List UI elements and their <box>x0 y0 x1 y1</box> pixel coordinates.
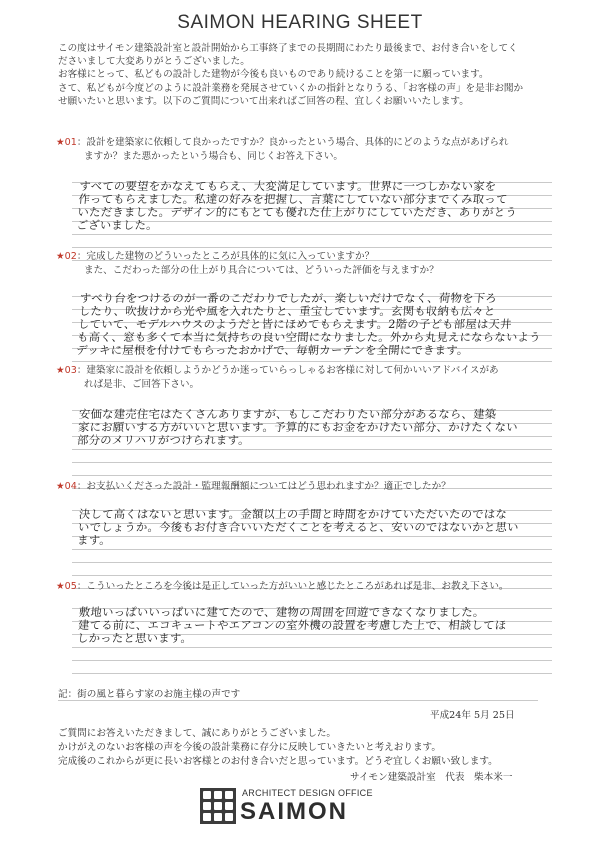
closing-line: ご質問にお答えいただきまして、誠にありがとうございました。 <box>58 728 337 739</box>
answer-line: 家にお願いする方がいいと思います。予算的にもお金をかけたい部分、かけたくない <box>77 421 519 434</box>
question-text: れば是非、ご回答下さい。 <box>84 379 200 391</box>
answer-line: ます。 <box>76 534 112 547</box>
logo-grid-icon <box>200 788 236 824</box>
answer-line: 決して高くはないと思います。金額以上の手間と時間をかけていただいたのではな <box>78 508 508 521</box>
question-text: また、こだわった部分の仕上がり具合については、どういった評価を与えますか？ <box>84 265 439 277</box>
question-number: ★02 <box>56 251 77 262</box>
intro-line: ださいまして大変ありがとうございました。 <box>58 56 250 68</box>
question-01 <box>56 136 556 164</box>
logo-subtitle: ARCHITECT DESIGN OFFICE <box>242 788 373 798</box>
answer-line: すべての要望をかなえてもらえ、大変満足しています。世界に一つしかない家を <box>78 180 497 193</box>
question-number: ★01 <box>56 137 77 148</box>
sheet-title: SAIMON HEARING SHEET <box>177 12 423 33</box>
question-04 <box>56 480 556 494</box>
closing-line: かけがえのないお客様の声を今後の設計業務に存分に反映していきたいと考えおります。 <box>58 742 441 753</box>
question-number: ★05 <box>56 581 77 592</box>
answer-line: 作ってもらえました。私達の好みを把握し、言葉にしていない部分までくみ取って <box>78 193 509 206</box>
question-05 <box>56 580 556 594</box>
intro-text <box>58 42 558 108</box>
answer-line: していて、モデルハウスのようだと皆にほめてもらえます。2階の子ども部屋は天井 <box>77 318 513 331</box>
closing-text <box>58 727 578 769</box>
intro-line: お客様にとって、私どもの設計した建物が今後も良いものであり続けることを第一に願っています。 <box>58 69 489 81</box>
answer-04 <box>77 508 560 547</box>
question-02 <box>56 250 556 278</box>
answer-02 <box>76 292 561 357</box>
logo-wordmark: SAIMON <box>240 798 348 825</box>
signature: サイモン建築設計室 代表 柴本米一 <box>350 772 513 783</box>
closing-line: 完成後のこれからが更に長いお客様とのお付き合いだと思っています。どうぞ宜しくお願い致します。 <box>58 756 498 767</box>
answer-line: しかったと思います。 <box>76 632 193 645</box>
answer-line: も高く、窓も多くて本当に気持ちの良い空間になりました。外から丸見えにならないよう <box>76 331 542 344</box>
answer-line: 安価な建売住宅はたくさんありますが、もしこだわりたい部分があるなら、建築 <box>78 408 497 421</box>
question-text: ますか？また悪かったという場合も、同じくお答え下さい。 <box>84 151 344 163</box>
answer-line: 建てる前に、エコキュートやエアコンの室外機の設置を考慮した上で、相談してほ <box>77 619 507 632</box>
question-text: ：完成した建物のどういったところが具体的に気に入っていますか？ <box>76 251 375 262</box>
question-text: ：お支払いくださった設計・監理報酬額についてはどう思われますか？適正でしたか？ <box>76 481 451 492</box>
answer-line: 部分のメリハリがつけられます。 <box>76 434 251 447</box>
answer-05 <box>77 606 560 645</box>
intro-line: この度はサイモン建築設計室と設計開始から工事終了までの長期間にわたり最後まで、お付き合いをしてく <box>58 43 518 54</box>
note: 記：街の風と暮らす家のお施主様の声です <box>58 689 241 700</box>
question-03 <box>56 364 556 392</box>
answer-line: いでしょうか。今後もお付き合いいただくことを考えると、安いのではないかと思い <box>77 521 520 534</box>
intro-line: さて、私どもが今度どのように設計業務を発展させていくかの指針となりうる、「お客様の声」を是非お聞か <box>58 82 524 94</box>
question-number: ★04 <box>56 481 77 492</box>
intro-line: せ願いたいと思います。以下のご質問について出来ればご回答の程、宜しくお願いいたします。 <box>58 95 469 107</box>
date: 平成24年 5月 25日 <box>430 710 515 721</box>
answer-03 <box>77 408 560 447</box>
divider <box>58 700 538 701</box>
answer-01 <box>76 180 560 232</box>
question-text: ：設計を建築家に依頼して良かったですか？良かったという場合、具体的にどのような点があげられ <box>76 137 509 148</box>
saimon-logo <box>200 786 410 838</box>
answer-line: したり、吹抜けから光や風を入れたりと、重宝しています。玄関も収納も広々と <box>78 305 496 318</box>
answer-line: ございました。 <box>76 219 159 232</box>
answer-line: いただきました。デザイン的にもとても優れた仕上がりにしていただき、ありがとう <box>77 206 518 219</box>
answer-line: 敷地いっぱいいっぱいに建てたので、建物の周囲を回遊できなくなりました。 <box>78 606 486 619</box>
question-text: ：こういったところを今後は是正していった方がいいと感じたところがあれば是非、お教え下さい。 <box>76 581 509 592</box>
answer-line: すべり台をつけるのが一番のこだわりでしたが、楽しいだけでなく、荷物を下ろ <box>79 292 498 305</box>
answer-line: デッキに屋根を付けてもらったおかげで、毎朝カーテンを全開にできます。 <box>75 344 470 357</box>
question-text: ：建築家に設計を依頼しようかどうか迷っていらっしゃるお客様に対して何かいいアドバイスがあ <box>76 365 499 376</box>
question-number: ★03 <box>56 365 77 376</box>
